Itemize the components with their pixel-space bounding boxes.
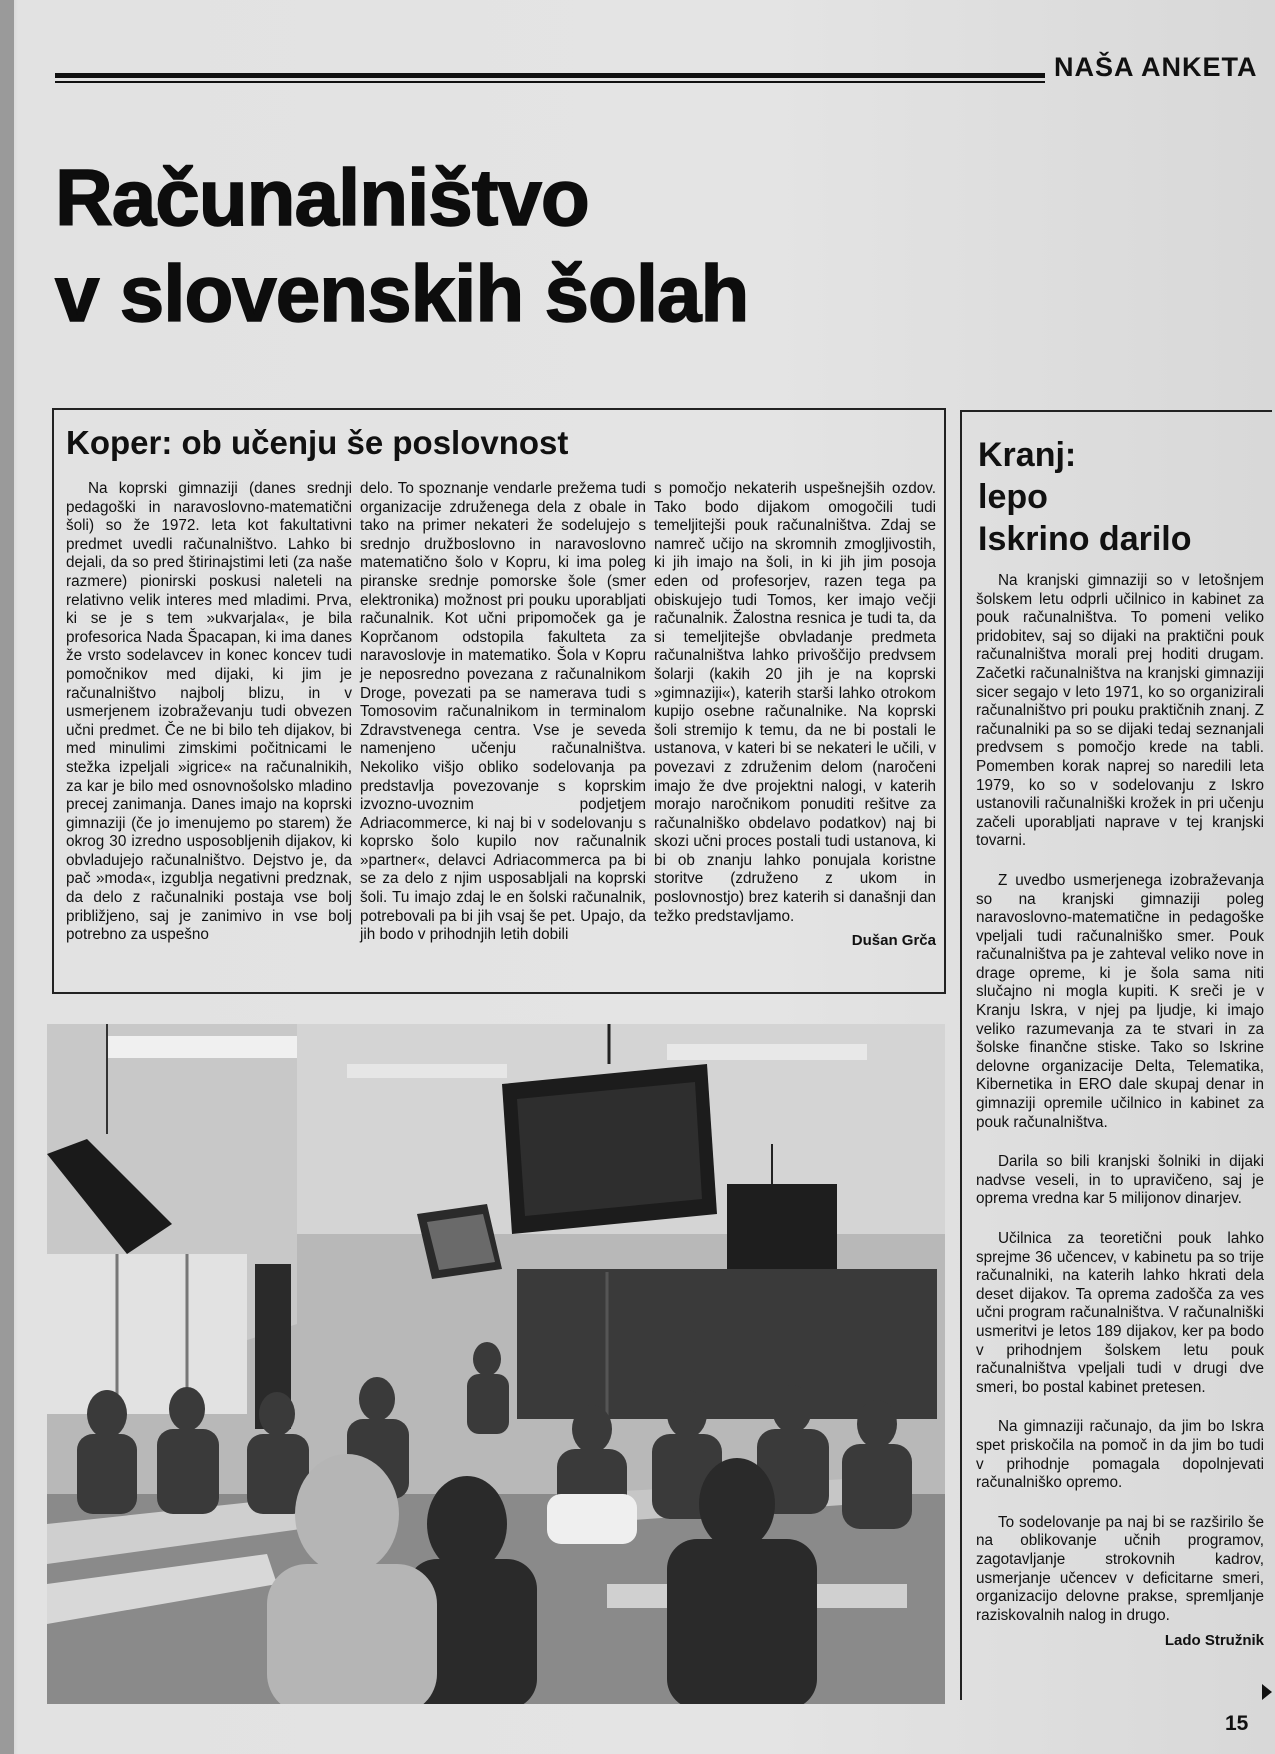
kranj-paragraph-6: To sodelovanje pa naj bi se razširilo še na oblikovanje učnih programov, zagotavljanje strokovnih kadrov, usmerjanje učencev v deficitarne smeri, organizacijo delovne prakse, spremljanje raziskovalnih nalog in drugo. bbox=[976, 1513, 1264, 1624]
koper-column-3 bbox=[654, 480, 936, 951]
kranj-column bbox=[976, 572, 1264, 1672]
kranj-paragraph-3: Darila so bili kranjski šolniki in dijaki nadvse veseli, in to upravičeno, saj je oprema vredna kar 5 milijonov dinarjev. bbox=[976, 1153, 1264, 1208]
koper-column-2 bbox=[360, 480, 646, 945]
koper-author: Dušan Grča bbox=[851, 932, 936, 950]
kranj-paragraph-4: Učilnica za teoretični pouk lahko sprejme 36 učencev, v kabinetu pa so trije računalniki, na katerih lahko hkrati dela deset dijakov. Ta oprema zadošča za ves učni program računalništva. V računalniški usmeritvi je letos 189 dijakov, ker pa bodo v prihodnjem šolskem letu pouk računalništva vpeljali tudi v drugi dve smeri, bo postal kabinet pretesen. bbox=[976, 1230, 1264, 1396]
kranj-article-box bbox=[960, 410, 1272, 1700]
kranj-article-title bbox=[978, 434, 1258, 560]
kranj-paragraph-1: Na kranjski gimnaziji so v letošnjem šolskem letu odprli učilnico in kabinet za pouk računalništva. To pomeni veliko pridobitev, saj so dijaki na praktični pouk računalništva morali prej hoditi drugam. Začetki računalništva na kranjski gimnaziji sicer segajo v leto 1971, ko so organizirali računalništvo pri pouku praktičnih znanj. Z računalniki pa so se dijaki tedaj seznanjali predvsem s pomočjo krede na tabli. Pomemben korak naprej so naredili leta 1979, ko so v sodelovanju z Iskro ustanovili računalniški krožek in pri učenju začeli uporabljati naprave v tej kranjski tovarni. bbox=[976, 572, 1264, 850]
classroom-photo-illustration bbox=[47, 1024, 945, 1704]
section-rule-thin bbox=[55, 81, 1045, 83]
kranj-author: Lado Stružnik bbox=[1164, 1632, 1264, 1650]
koper-column-1 bbox=[66, 480, 352, 945]
section-rule bbox=[55, 73, 1045, 78]
classroom-photo bbox=[47, 1024, 945, 1704]
kranj-title-line-2: lepo bbox=[978, 478, 1048, 516]
kranj-paragraph-2: Z uvedbo usmerjenega izobraževanja so na kranjski gimnaziji poleg naravoslovno-matematične in pedagoške vpeljali tudi računalniško smer. Pouk računalništva pa je zahteval veliko nove in drage opreme, ki je šola sama niti slučajno ni mogla kupiti. K sreči je v Kranju Iskra, v njej pa ljudje, ki imajo veliko razumevanja za te stvari in za šolske finančne stiske. Tako so Iskrine delovne organizacije Delta, Telematika, Kibernetika in ERO dale skupaj denar in gimnaziji opremile učilnico in kabinet za pouk računalništva. bbox=[976, 871, 1264, 1131]
koper-col2-text: delo. To spoznanje vendarle prežema tudi organizacije združenega dela z obale in tako na primer nekateri že sodelujejo s srednjo družboslovno in naravoslovno matematično šolo v Kopru, ki ima poleg piranske srednje pomorske šole (smer elektronika) možnost pri pouku uporabljati računalnik. Kot učni pripomoček ga je Koprčanom odstopila fakulteta za naravoslovje in matematiko. Šola v Kopru je neposredno povezana z računalnikom Droge, povezati pa se namerava tudi s Tomosovim računalnikom in terminalom Zdravstvenega centra. Vse je seveda namenjeno učenju računalništva. Nekoliko višjo obliko sodelovanja pa predstavlja povezovanje s koprskim izvozno-uvoznim podjetjem Adriacommerce, ki naj bi v sodelovanju s koprsko šolo kupilo nov računalnik »partner«, delavci Adriacommerca pa bi se za delo z njim usposabljali na koprski šoli. Tu imajo zdaj le en šolski računalnik, potrebovali pa bi jih vsaj še pet. Upajo, da jih bodo v prihodnjih letih dobili bbox=[360, 480, 646, 944]
koper-col1-text: Na koprski gimnaziji (danes srednji pedagoški in naravoslovno-matematični šoli) so že 1972. leta kot fakultativni predmet uvedli računalništvo. Lahko bi dejali, da so pred štirinajstimi leti (za naše razmere) pionirski poskusi naleteli na relativno velik interes med mladimi. Prva, ki se je s tem »ukvarjala«, je bila profesorica Nada Špacapan, ki ima danes že vrsto sodelavcev in konec koncev tudi pomočnikov med dijaki, ki jim je računalništvo najbolj blizu, in v usmerjenem izobraževanju tudi obvezen učni predmet. Če ne bi bilo teh dijakov, bi med minulimi zimskimi počitnicami le stežka izpeljali »igrice« na računalnikih, za kar je bilo med osnovnošolsko mladino precej zanimanja. Danes imajo na koprski gimnaziji (če jo imenujemo po starem) že okrog 30 izredno usposobljenih dijakov, ki obvladujejo računalništvo. Dejstvo je, da pač »moda«, izgublja negativni predznak, da delo z računalniki postaja vse bolj približjeno, saj je zanimivo in vse bolj potrebno za uspešno bbox=[66, 480, 352, 944]
kranj-title-line-1: Kranj: bbox=[978, 436, 1077, 474]
headline-line-1: Računalništvo bbox=[55, 153, 589, 242]
headline-line-2: v slovenskih šolah bbox=[55, 249, 749, 338]
kranj-paragraph-5: Na gimnaziji računajo, da jim bo Iskra spet priskočila na pomoč in da jim bo tudi v prihodnje pomagala dopolnjevati računalniško opremo. bbox=[976, 1418, 1264, 1492]
section-label: NAŠA ANKETA bbox=[1054, 52, 1258, 82]
article-headline bbox=[55, 150, 915, 342]
koper-col3-text: s pomočjo nekaterih uspešnejših ozdov. Tako bodo dijakom omogočili tudi temeljitejši pouk računalništva. Zdaj se namreč učijo na skromnih zmogljivostih, ki jih imajo na šoli, in ki jih jim posoja eden od profesorjev, razen tega pa obiskujejo tudi Tomos, ker imajo večji računalnik. Žalostna resnica je tudi ta, da si temeljitejše obvladanje predmeta računalništva lahko privoščijo predvsem šolarji (kakih 20 jih je na koprski »gimnaziji«), katerih starši lahko otrokom kupijo osebne računalnike. Na koprski šoli stremijo k temu, da ne bi postali le ustanova, v kateri bi se nekateri le učili, v povezavi z združenim delom (naročeni imajo že dve projektni nalogi, v katerih morajo naročnikom ponuditi rešitve za računalniško obdelavo podatkov) naj bi skozi učni proces postali tudi ustanova, ki bi ob znanju lahko ponujala koristne storitve (združeno z ukom in poslovnostjo) brez katerih si današnji dan težko predstavljamo. bbox=[654, 480, 936, 925]
page-number: 15 bbox=[1225, 1712, 1249, 1735]
koper-article-box bbox=[52, 408, 946, 994]
continuation-arrow-icon bbox=[1262, 1684, 1272, 1700]
koper-article-title: Koper: ob učenju še poslovnost bbox=[66, 424, 569, 461]
page-spine bbox=[0, 0, 14, 1754]
kranj-title-line-3: Iskrino darilo bbox=[978, 520, 1192, 558]
